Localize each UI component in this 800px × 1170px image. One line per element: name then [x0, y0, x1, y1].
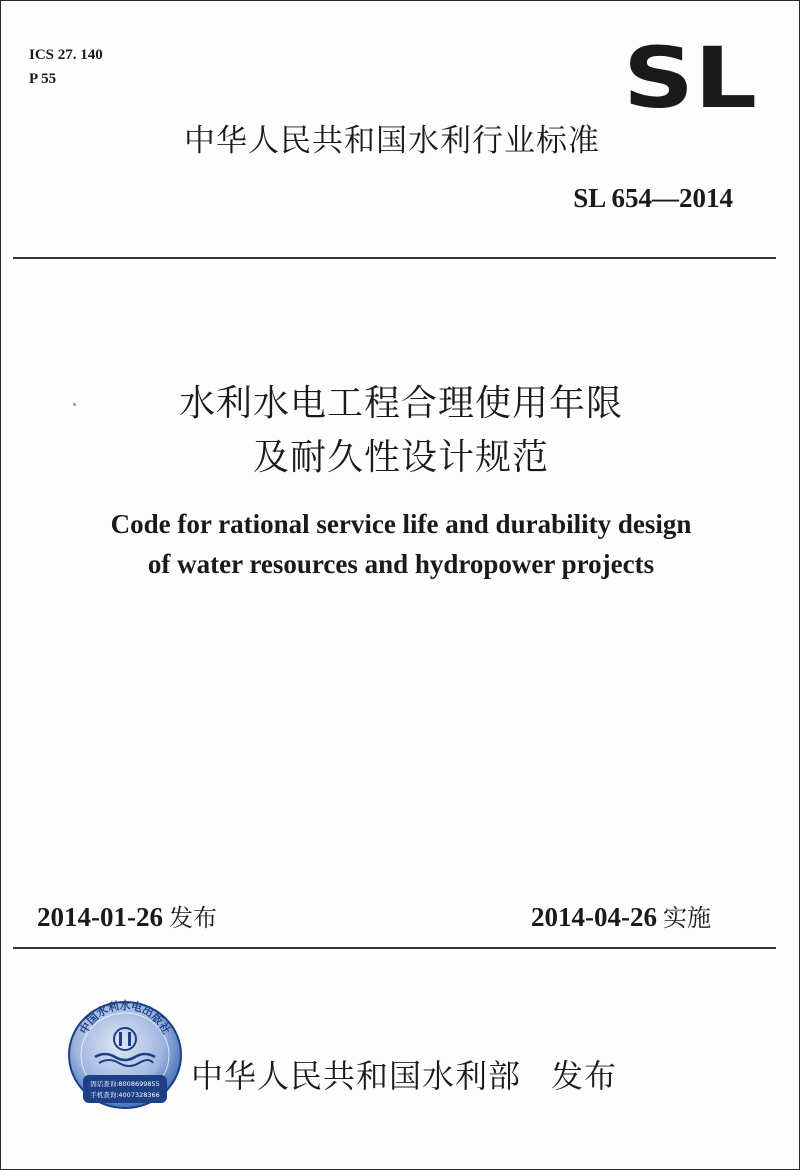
- issue-date: [37, 898, 217, 933]
- sl-logo: [621, 41, 761, 115]
- publisher-line: [191, 1051, 617, 1097]
- effective-date: [531, 898, 711, 933]
- chinese-title-line-1: 水利水电工程合理使用年限: [178, 383, 623, 424]
- english-title: [1, 504, 800, 584]
- seal-arc-textpath: 中国水利水电出版社: [77, 999, 173, 1037]
- seal-phone-line-2: 手机查询:4007328366: [90, 1091, 160, 1099]
- ics-code: ICS 27. 140: [29, 47, 103, 63]
- logo-text: SL: [623, 41, 757, 115]
- standard-code: SL 654—2014: [573, 183, 733, 213]
- seal-phone-line-1: 固话查询:8008699855: [90, 1080, 160, 1088]
- publisher-name: 中华人民共和国水利部: [191, 1057, 522, 1095]
- bottom-divider: [13, 947, 776, 949]
- issue-date-label: 发布: [168, 904, 217, 932]
- top-divider: [13, 257, 776, 259]
- effective-date-label: 实施: [662, 904, 711, 932]
- english-title-line-2: of water resources and hydropower projects: [147, 549, 655, 579]
- english-title-line-1: Code for rational service life and durability design: [110, 509, 692, 539]
- publisher-action: 发布: [551, 1057, 618, 1095]
- effective-date-value: 2014-04-26: [531, 902, 657, 932]
- ics-block: [29, 43, 103, 91]
- chinese-title: [1, 377, 800, 485]
- issue-date-value: 2014-01-26: [37, 902, 163, 932]
- ministry-title: 中华人民共和国水利行业标准: [184, 123, 600, 159]
- anti-counterfeit-seal: [65, 999, 185, 1111]
- classification-code: P 55: [29, 71, 57, 87]
- chinese-title-line-2: 及耐久性设计规范: [252, 437, 549, 478]
